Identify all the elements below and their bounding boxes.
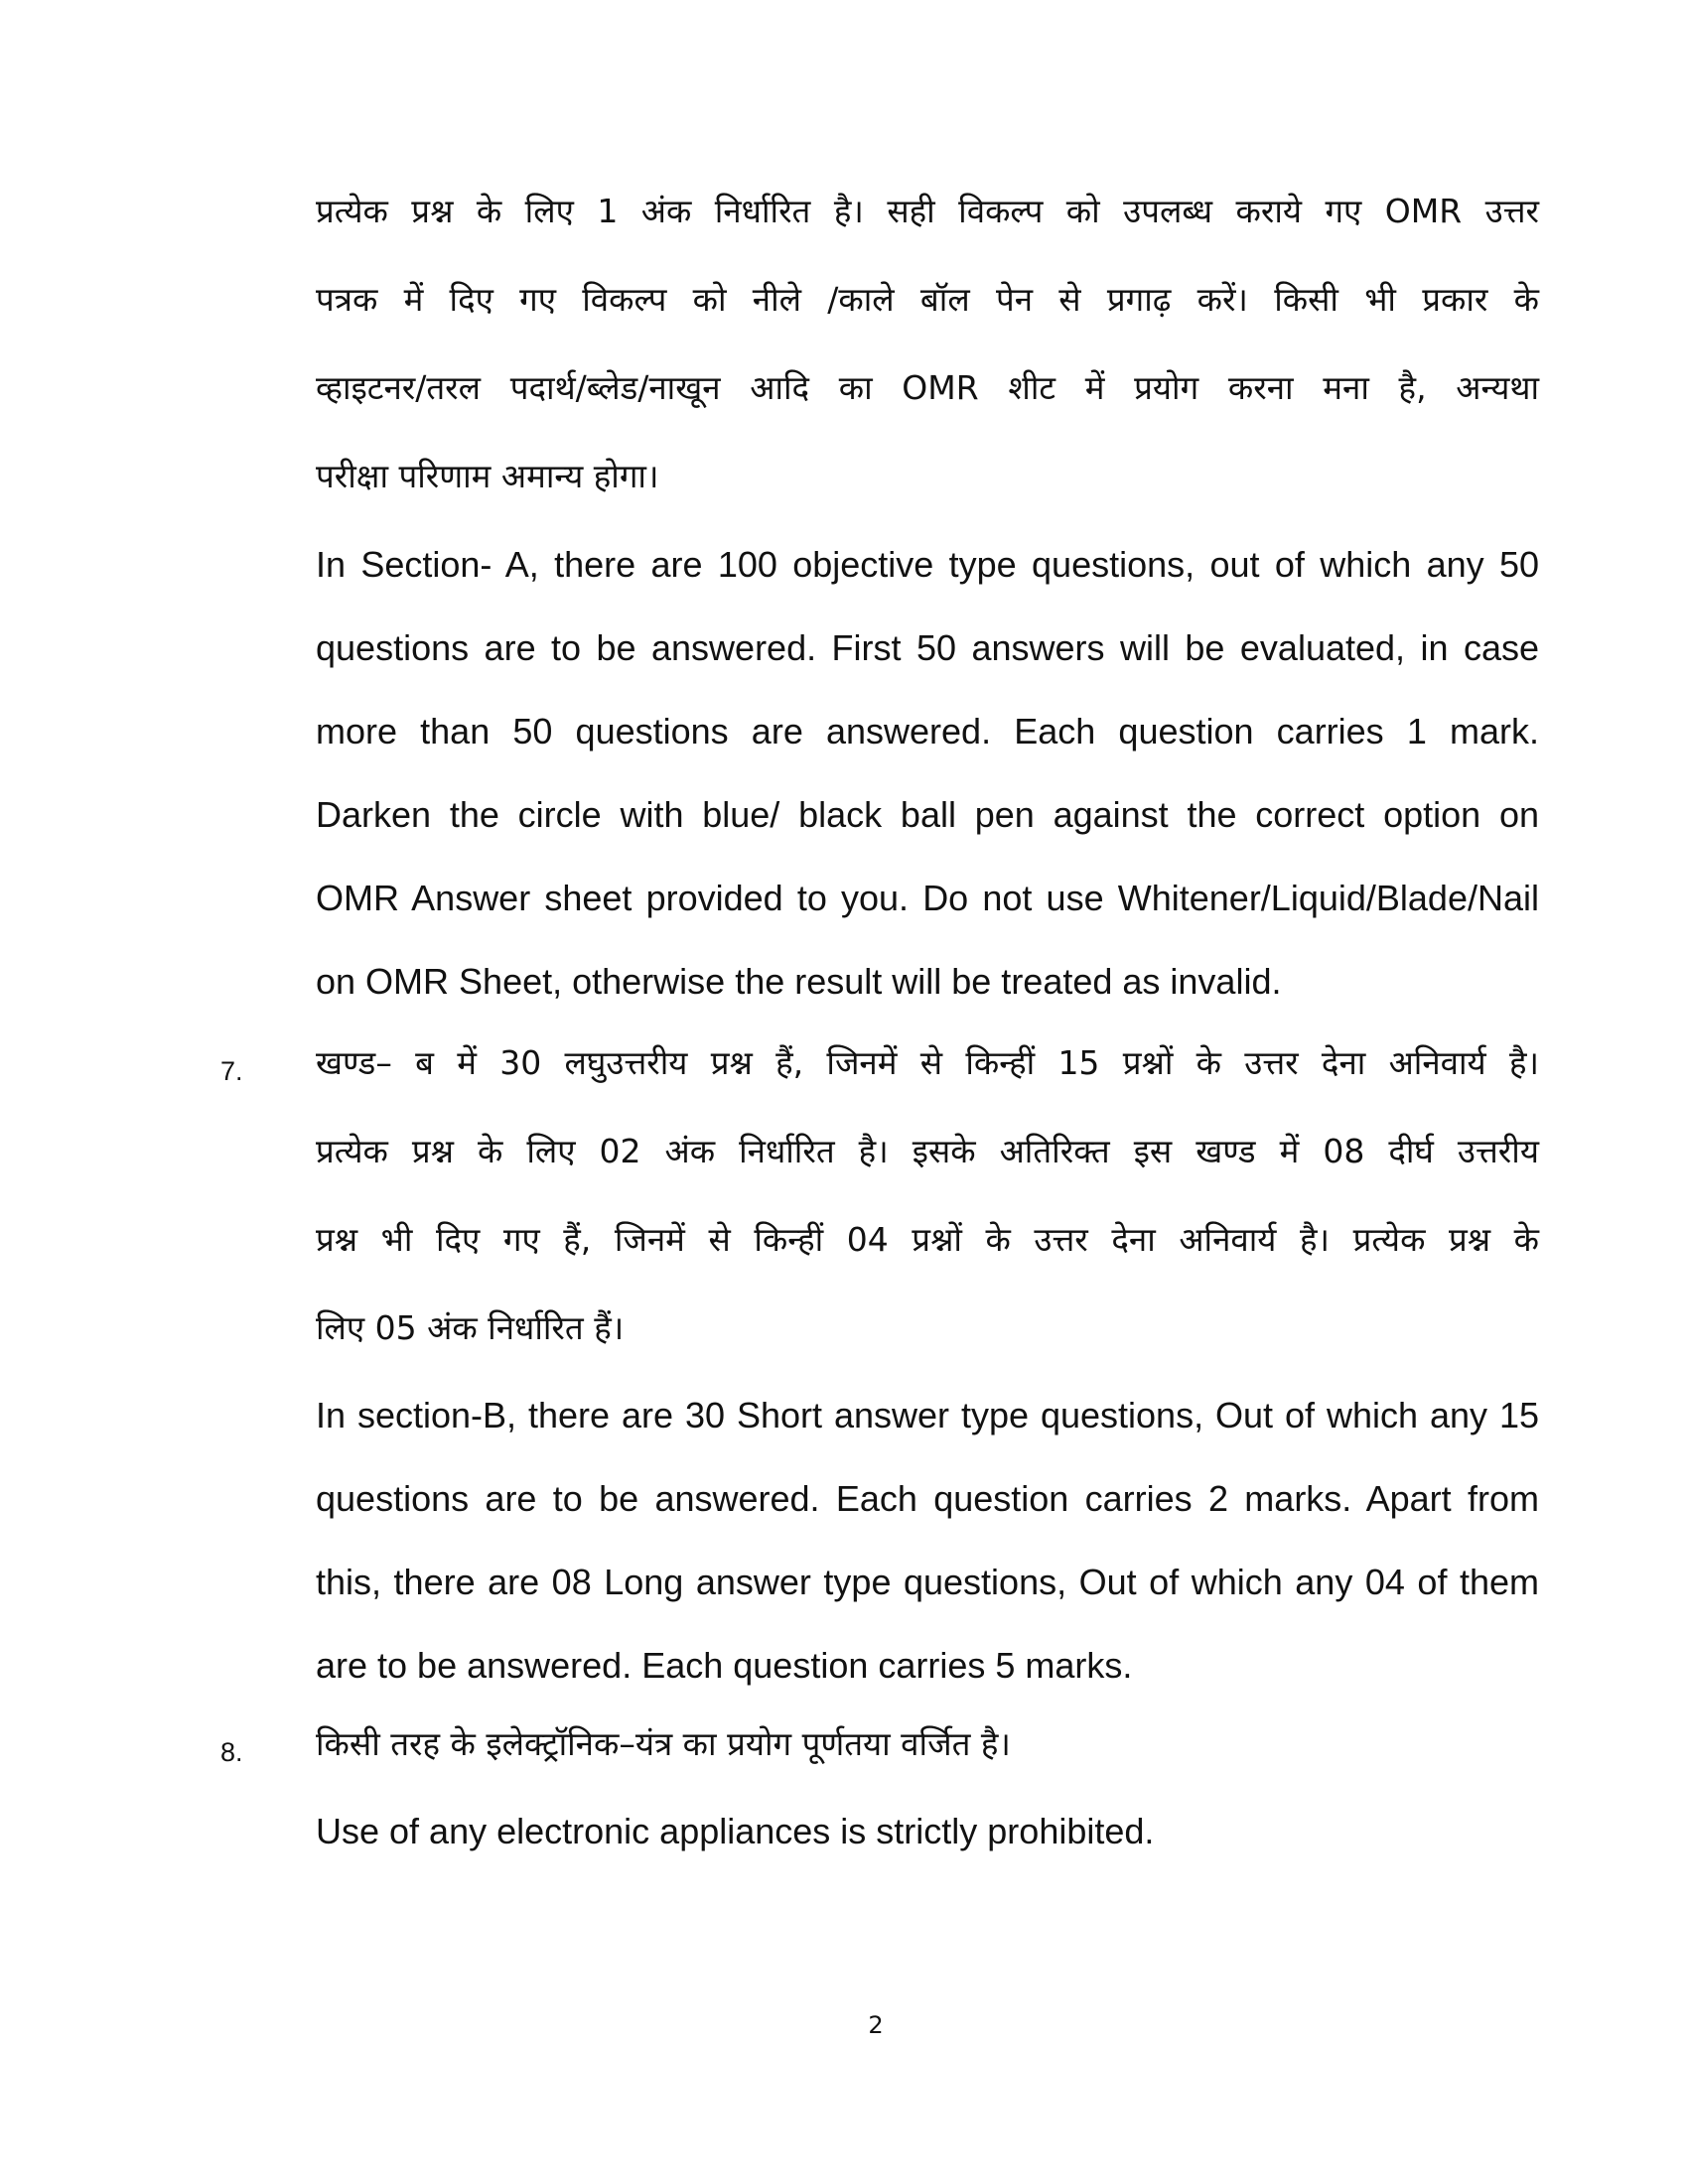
item-number: 8. bbox=[220, 1737, 243, 1767]
english-text-line: are to be answered. Each question carries 5 marks. bbox=[316, 1645, 1133, 1686]
english-text-line: In Section- A, there are 100 objective type questions, out of which any 50 bbox=[316, 544, 1539, 585]
hindi-text-line: व्हाइटनर/तरल पदार्थ/ब्लेड/नाखून आदि का OMR शीट में प्रयोग करना मना है, अन्यथा bbox=[316, 368, 1539, 407]
hindi-text-line: परीक्षा परिणाम अमान्य होगा। bbox=[316, 457, 659, 495]
english-text-line: questions are to be answered. First 50 answers will be evaluated, in case bbox=[316, 627, 1539, 668]
hindi-text-line: पत्रक में दिए गए विकल्प को नीले /काले बॉल पेन से प्रगाढ़ करें। किसी भी प्रकार के bbox=[316, 280, 1539, 319]
hindi-text-line: लिए 05 अंक निर्धारित हैं। bbox=[316, 1308, 625, 1347]
english-text-line: OMR Answer sheet provided to you. Do not use Whitener/Liquid/Blade/Nail bbox=[316, 878, 1539, 918]
english-text-line: In section-B, there are 30 Short answer type questions, Out of which any 15 bbox=[316, 1395, 1539, 1435]
hindi-text-line: प्रत्येक प्रश्न के लिए 02 अंक निर्धारित है। इसके अतिरिक्त इस खण्ड में 08 दीर्घ उत्तरीय bbox=[316, 1132, 1539, 1170]
hindi-text-line: प्रश्न भी दिए गए हैं, जिनमें से किन्हीं 04 प्रश्नों के उत्तर देना अनिवार्य है। प्रत्येक प्रश्न के bbox=[316, 1220, 1539, 1259]
english-text-line: this, there are 08 Long answer type questions, Out of which any 04 of them bbox=[316, 1562, 1539, 1602]
hindi-text-line: किसी तरह के इलेक्ट्रॉनिक–यंत्र का प्रयोग पूर्णतया वर्जित है। bbox=[316, 1724, 1011, 1763]
english-text-line: Darken the circle with blue/ black ball pen against the correct option on bbox=[316, 794, 1539, 835]
english-text-line: Use of any electronic appliances is strictly prohibited. bbox=[316, 1811, 1155, 1851]
english-text-line: questions are to be answered. Each question carries 2 marks. Apart from bbox=[316, 1478, 1539, 1519]
english-text-line: on OMR Sheet, otherwise the result will be treated as invalid. bbox=[316, 961, 1282, 1002]
item-number: 7. bbox=[220, 1056, 243, 1086]
hindi-text-line: खण्ड– ब में 30 लघुउत्तरीय प्रश्न हैं, जिनमें से किन्हीं 15 प्रश्नों के उत्तर देना अनिवार्य है। bbox=[316, 1043, 1539, 1082]
page-number: 2 bbox=[868, 2011, 884, 2039]
english-text-line: more than 50 questions are answered. Each question carries 1 mark. bbox=[316, 711, 1539, 751]
hindi-text-line: प्रत्येक प्रश्न के लिए 1 अंक निर्धारित है। सही विकल्प को उपलब्ध कराये गए OMR उत्तर bbox=[316, 192, 1539, 230]
